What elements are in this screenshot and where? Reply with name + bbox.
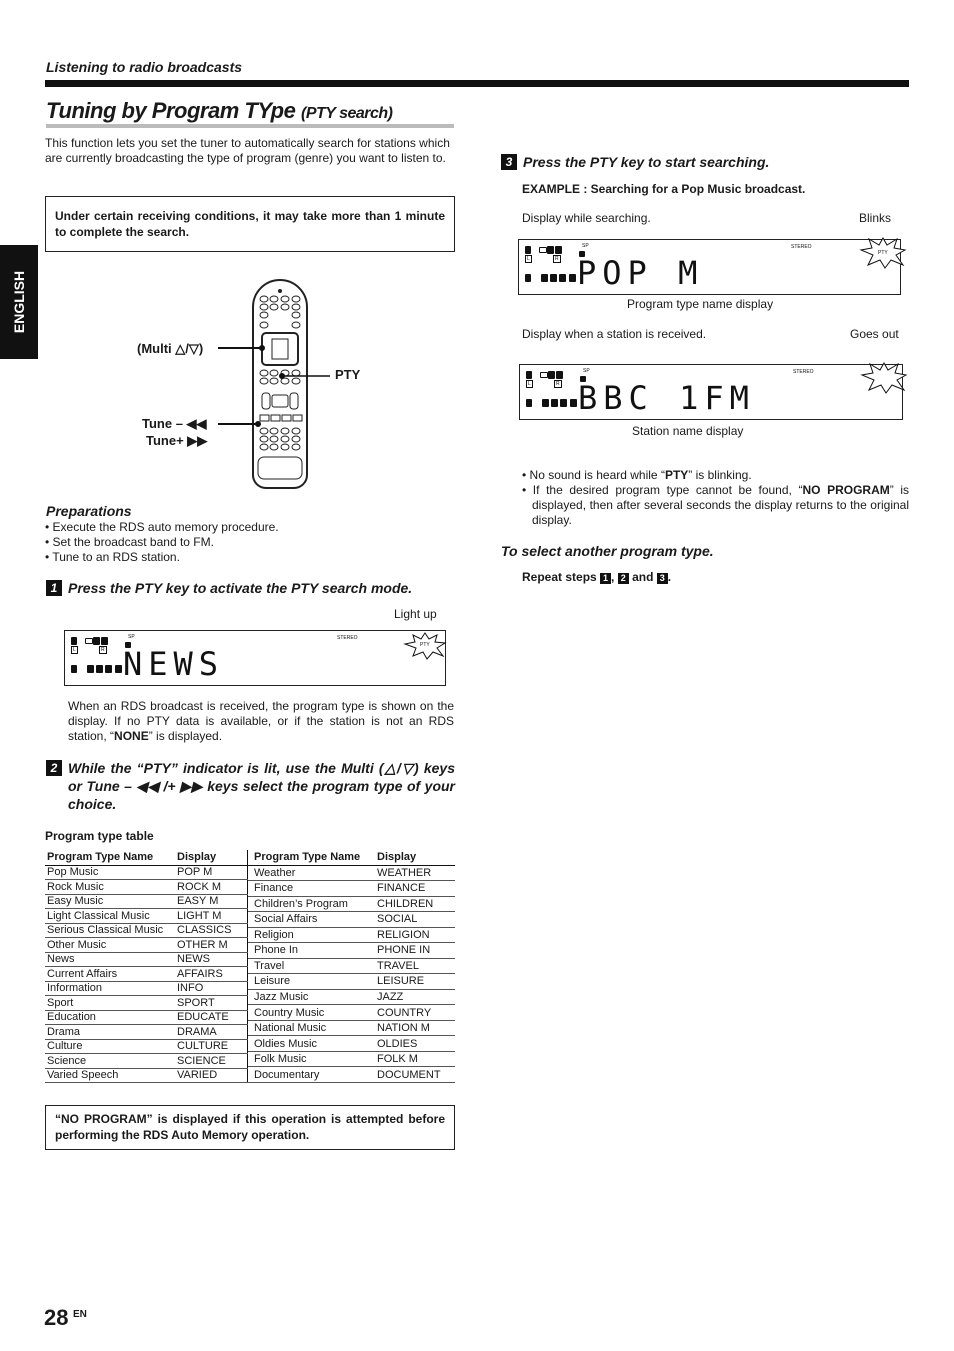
program-type-name-cell: Current Affairs [45,967,175,982]
stereo-indicator: STEREO [791,244,812,250]
lcd-indicator-icon [555,246,562,254]
program-type-name-cell: Rock Music [45,880,175,895]
table-row [45,909,248,924]
r-indicator: R [101,647,105,653]
lcd-text: POP M [577,254,704,292]
lcd-text: NEWS [123,645,225,683]
display-cell: OLDIES [375,1036,455,1052]
lcd-indicator-icon [570,399,577,407]
display-cell: ROCK M [175,880,248,895]
lcd-display-news [64,630,446,686]
and-text: and [632,570,654,584]
lcd-indicator-icon [547,246,554,254]
display-cell: EASY M [175,894,248,909]
program-type-name-cell: Varied Speech [45,1068,175,1083]
display-cell: NEWS [175,952,248,967]
table-row [45,1054,248,1069]
program-type-name-cell: Serious Classical Music [45,923,175,938]
program-type-name-cell: Light Classical Music [45,909,175,924]
sp-indicator: SP [583,368,590,374]
display-cell: DOCUMENT [375,1067,455,1083]
table-row [45,923,248,938]
lcd-display-bbc [519,364,903,420]
station-name-caption: Station name display [632,424,744,438]
note-bold: NO PROGRAM [802,483,890,497]
note-box-time: Under certain receiving conditions, it may take more than 1 minute to complete the search. [45,196,455,252]
table-row [45,967,248,982]
list-item [522,483,909,528]
table-row [45,1025,248,1040]
lcd-indicator-icon [559,274,566,282]
step3-text: Press the PTY key to start searching. [523,154,770,170]
pty-off-burst-icon [860,361,908,395]
lcd-indicator-icon [71,637,77,645]
table-row [45,1068,248,1083]
lcd-indicator-icon [560,399,567,407]
section-title: Listening to radio broadcasts [46,59,243,75]
display-cell: RELIGION [375,927,455,943]
program-type-name-cell: Jazz Music [248,989,375,1005]
table-row [248,1067,455,1083]
intro-text: This function lets you set the tuner to automatically search for stations which are currently broadcasting the type of program (genre) you want to listen to. [45,136,450,165]
note-text: • If the desired program type cannot be found, “ [522,483,803,497]
program-type-name-cell: Religion [248,927,375,943]
display-cell: SOCIAL [375,912,455,928]
light-up-label: Light up [394,607,437,621]
lcd-indicator-icon [87,665,94,673]
display-cell: DRAMA [175,1025,248,1040]
lcd-indicator-icon [525,246,531,254]
step1-text: Press the PTY key to activate the PTY search mode. [68,580,413,596]
table-row [248,1005,455,1021]
display-cell: CLASSICS [175,923,248,938]
step3-heading [501,154,769,170]
column-header: Program Type Name [45,850,175,865]
when-received-label: Display when a station is received. [522,327,707,341]
pty-indicator: PTY [878,250,888,256]
table-row [45,1010,248,1025]
repeat-steps-text: Repeat steps 1 , 2 and 3 . [522,570,672,584]
table-row [45,952,248,967]
lcd-indicator-icon [548,371,555,379]
display-cell: LIGHT M [175,909,248,924]
note-text: • No sound is heard while “ [522,468,665,482]
page-number: 28 [44,1305,69,1330]
lcd-indicator-icon [85,638,93,644]
program-type-name-cell: Oldies Music [248,1036,375,1052]
program-type-name-cell: Leisure [248,974,375,990]
program-type-name-cell: Folk Music [248,1051,375,1067]
table-row [248,1036,455,1052]
program-type-name-cell: Science [45,1054,175,1069]
list-item: • Set the broadcast band to FM. [45,535,214,549]
lcd-indicator-icon [101,637,108,645]
display-cell: TRAVEL [375,958,455,974]
display-cell: NATION M [375,1020,455,1036]
lcd-indicator-icon [115,665,122,673]
lcd-indicator-icon [71,665,77,673]
program-type-name-cell: Easy Music [45,894,175,909]
note-text: ” is blinking. [688,468,752,482]
program-type-name-cell: Drama [45,1025,175,1040]
program-table-left [45,850,248,1083]
lcd-indicator-icon [525,274,531,282]
program-type-name-cell: Phone In [248,943,375,959]
table-row [45,938,248,953]
step1-desc-post: ” is displayed. [148,729,223,743]
stereo-indicator: STEREO [793,369,814,375]
column-header: Display [375,850,455,865]
table-row [248,974,455,990]
display-cell: PHONE IN [375,943,455,959]
display-cell: CHILDREN [375,896,455,912]
program-type-name-cell: Social Affairs [248,912,375,928]
tune-plus-label: Tune+ ▶▶ [146,433,208,448]
display-cell: AFFAIRS [175,967,248,982]
language-tab [0,245,38,359]
table-row [45,1039,248,1054]
program-type-name-cell: Travel [248,958,375,974]
program-type-table [45,850,455,1083]
language-tab-label: ENGLISH [11,270,27,334]
table-row [45,996,248,1011]
title-sub: (PTY search) [300,105,393,122]
step2-number: 2 [46,760,62,776]
remote-callout-lines-icon [210,330,330,440]
list-item [522,468,909,483]
table-row [45,981,248,996]
list-item: • Execute the RDS auto memory procedure. [45,520,279,534]
display-cell: INFO [175,981,248,996]
display-cell: FINANCE [375,881,455,897]
lcd-indicator-icon [105,665,112,673]
while-searching-label: Display while searching. [522,211,651,225]
program-type-name-cell: Country Music [248,1005,375,1021]
step-chip: 2 [618,573,629,584]
preparations-heading: Preparations [46,503,132,519]
column-header: Display [175,850,248,865]
lcd-indicator-icon [540,372,548,378]
lcd-display-pop-m [518,239,901,295]
lcd-indicator-icon [539,247,547,253]
title-main: Tuning by Program TYpe [46,98,296,123]
table-row [45,894,248,909]
lcd-indicator-icon [526,371,532,379]
program-type-caption: Program type name display [627,297,774,311]
step1-description [68,699,454,744]
program-type-name-cell: Education [45,1010,175,1025]
page-language: EN [73,1309,87,1320]
sp-indicator: SP [582,243,589,249]
lcd-indicator-icon [569,274,576,282]
pty-key-label: PTY [335,367,361,382]
l-indicator: L [527,256,530,262]
step-chip: 1 [600,573,611,584]
table-row [248,927,455,943]
table-row [248,881,455,897]
display-cell: LEISURE [375,974,455,990]
program-type-name-cell: Children’s Program [248,896,375,912]
program-type-name-cell: Sport [45,996,175,1011]
program-type-name-cell: Culture [45,1039,175,1054]
lcd-indicator-icon [556,371,563,379]
step1-desc-bold: NONE [114,729,149,743]
display-cell: VARIED [175,1068,248,1083]
example-text: EXAMPLE : Searching for a Pop Music broadcast. [522,182,806,196]
program-type-name-cell: Documentary [248,1067,375,1083]
program-table-right [248,850,455,1083]
step2-heading [46,759,455,813]
table-row [248,865,455,881]
display-cell: FOLK M [375,1051,455,1067]
header-rule [45,80,909,87]
page-title [46,98,393,124]
lcd-indicator-icon [550,274,557,282]
table-row [248,1020,455,1036]
program-type-name-cell: Information [45,981,175,996]
blinks-label: Blinks [859,211,892,225]
program-type-name-cell: Pop Music [45,865,175,880]
l-indicator: L [528,381,531,387]
goes-out-label: Goes out [850,327,899,341]
multi-key-label: (Multi △/▽) [137,341,204,356]
list-item: • Tune to an RDS station. [45,550,180,564]
display-cell: JAZZ [375,989,455,1005]
l-indicator: L [73,647,76,653]
display-cell: EDUCATE [175,1010,248,1025]
display-cell: COUNTRY [375,1005,455,1021]
lcd-indicator-icon [526,399,532,407]
pty-indicator: PTY [420,642,430,648]
r-indicator: R [555,256,559,262]
title-underline [46,124,454,128]
column-header: Program Type Name [248,850,375,865]
display-cell: OTHER M [175,938,248,953]
program-type-name-cell: Other Music [45,938,175,953]
table-caption: Program type table [45,829,154,843]
lcd-indicator-icon [551,399,558,407]
display-cell: CULTURE [175,1039,248,1054]
preparations-list [45,520,279,565]
lcd-text: BBC 1FM [578,379,755,417]
stereo-indicator: STEREO [337,635,358,641]
lcd-indicator-icon [542,399,549,407]
table-row [248,989,455,1005]
r-indicator: R [556,381,560,387]
display-cell: POP M [175,865,248,880]
table-row [248,1051,455,1067]
note-bold: PTY [664,468,689,482]
program-type-name-cell: Weather [248,865,375,881]
display-cell: SPORT [175,996,248,1011]
step1-desc-pre: When an RDS broadcast is received, the program type is shown on the display. If no PTY data is available, or if the station is not an RDS station, “ [68,699,454,743]
table-row [248,943,455,959]
select-another-heading: To select another program type. [501,543,714,559]
display-cell: SCIENCE [175,1054,248,1069]
step2-text: While the “PTY” indicator is lit, use the Multi (△/▽) keys or Tune – ◀◀ /+ ▶▶ keys select the program type of your choice. [68,760,455,812]
step1-heading [46,580,412,596]
note-text: ” is displayed, then after several seconds the display returns to the original display. [532,483,910,527]
program-type-name-cell: National Music [248,1020,375,1036]
lcd-indicator-icon [96,665,103,673]
note-box-no-program: “NO PROGRAM” is displayed if this operation is attempted before performing the RDS Auto Memory operation. [45,1105,455,1150]
program-type-name-cell: News [45,952,175,967]
program-type-name-cell: Finance [248,881,375,897]
repeat-text: Repeat steps [522,570,597,584]
step-chip: 3 [657,573,668,584]
step1-number: 1 [46,580,62,596]
tune-minus-label: Tune – ◀◀ [142,416,207,431]
notes-list [522,468,909,528]
table-row [248,896,455,912]
lcd-indicator-icon [541,274,548,282]
step3-number: 3 [501,154,517,170]
table-row [45,865,248,880]
lcd-indicator-icon [93,637,100,645]
table-row [248,958,455,974]
display-cell: WEATHER [375,865,455,881]
table-row [45,880,248,895]
sp-indicator: SP [128,634,135,640]
table-row [248,912,455,928]
